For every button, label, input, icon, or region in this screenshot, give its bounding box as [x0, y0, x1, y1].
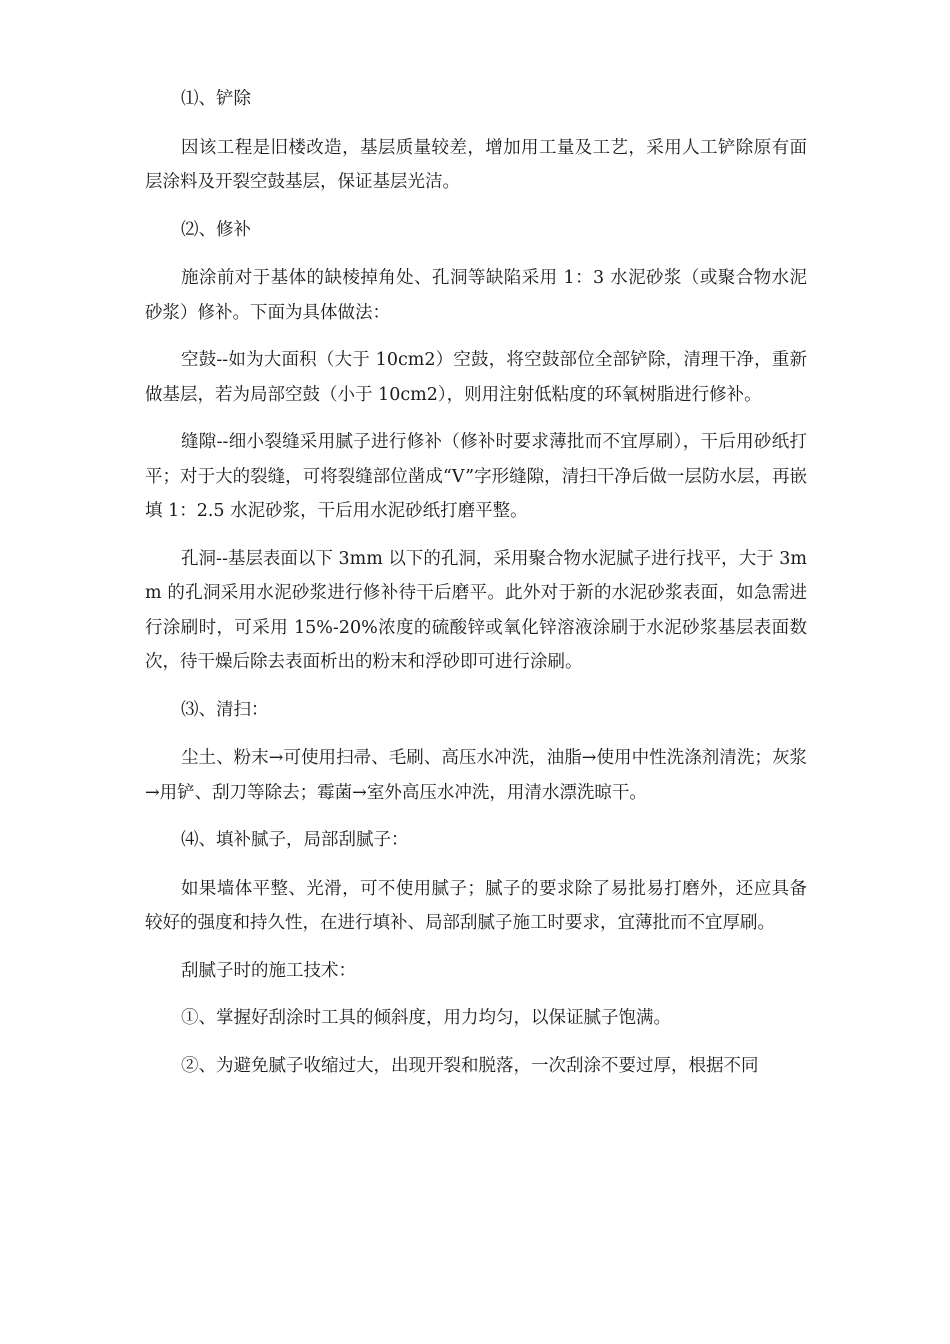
section-heading-scrape: ⑴、铲除	[181, 89, 251, 109]
document-body	[145, 82, 807, 1096]
paragraph-repair-intro: 施涂前对于基体的缺棱掉角处、孔洞等缺陷采用 1：3 水泥砂浆（或聚合物水泥砂浆）修补。下面为具体做法：	[145, 268, 807, 323]
paragraph-putty-requirements: 如果墙体平整、光滑，可不使用腻子；腻子的要求除了易批易打磨外，还应具备较好的强度和持久性，在进行填补、局部刮腻子施工时要求，宜薄批而不宜厚刷。	[145, 878, 807, 933]
paragraph-hollow-repair: 空鼓--如为大面积（大于 10cm2）空鼓，将空鼓部位全部铲除，清理干净，重新做基层，若为局部空鼓（小于 10cm2），则用注射低粘度的环氧树脂进行修补。	[145, 350, 807, 405]
list-item-technique-1: ①、掌握好刮涂时工具的倾斜度，用力均匀，以保证腻子饱满。	[181, 1008, 671, 1028]
paragraph-hole-repair: 孔洞--基层表面以下 3mm 以下的孔洞，采用聚合物水泥腻子进行找平，大于 3mm 的孔洞采用水泥砂浆进行修补待干后磨平。此外对于新的水泥砂浆表面，如急需进行涂刷时，可采用 15%-20%浓度的硫酸锌或氧化锌溶液涂刷于水泥砂浆基层表面数次，待干燥后除去表面析出的粉末和浮砂即可进行涂刷。	[145, 548, 807, 672]
paragraph-crack-repair: 缝隙--细小裂缝采用腻子进行修补（修补时要求薄批而不宜厚刷），干后用砂纸打平；对于大的裂缝，可将裂缝部位凿成“V”字形缝隙，清扫干净后做一层防水层，再嵌填 1：2.5 水泥砂浆，干后用水泥砂纸打磨平整。	[145, 432, 807, 521]
section-heading-repair: ⑵、修补	[181, 219, 251, 240]
paragraph-scrape-description: 因该工程是旧楼改造，基层质量较差，增加用工量及工艺，采用人工铲除原有面层涂料及开裂空鼓基层，保证基层光洁。	[145, 137, 807, 192]
paragraph-putty-technique-title: 刮腻子时的施工技术：	[181, 960, 356, 981]
section-heading-putty: ⑷、填补腻子，局部刮腻子：	[181, 830, 409, 850]
section-heading-clean: ⑶、清扫：	[181, 699, 269, 720]
paragraph-clean-description: 尘土、粉末→可使用扫帚、毛刷、高压水冲洗，油脂→使用中性洗涤剂清洗；灰浆→用铲、刮刀等除去；霉菌→室外高压水冲洗，用清水漂洗晾干。	[145, 748, 807, 803]
list-item-technique-2: ②、为避免腻子收缩过大，出现开裂和脱落，一次刮涂不要过厚，根据不同	[181, 1055, 759, 1076]
